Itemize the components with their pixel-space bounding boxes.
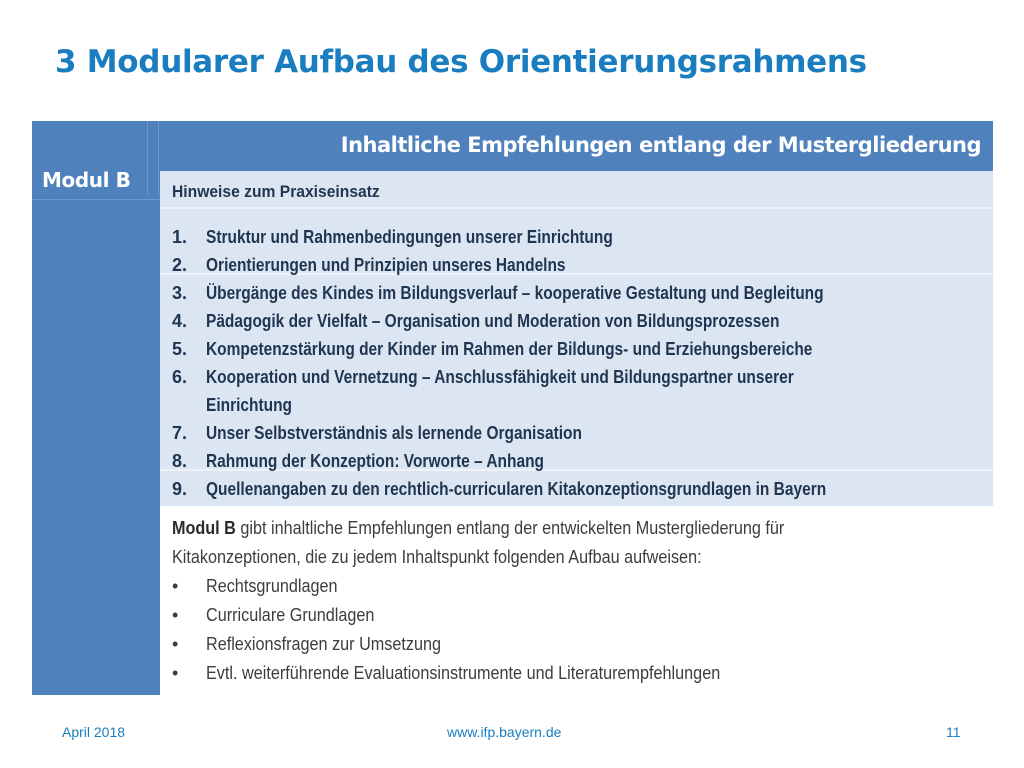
bullet-list <box>172 572 992 688</box>
page-number: 11 <box>946 724 961 740</box>
list-item <box>172 447 927 475</box>
item-text-continued: Einrichtung <box>206 395 292 415</box>
list-item <box>172 335 927 363</box>
item-text: Unser Selbstverständnis als lernende Organisation <box>206 423 582 443</box>
bullet-text: Reflexionsfragen zur Umsetzung <box>206 634 442 654</box>
list-item <box>172 419 927 447</box>
bullet-text: Evtl. weiterführende Evaluationsinstrumente und Literaturempfehlungen <box>206 663 721 683</box>
list-item <box>172 279 927 307</box>
list-item <box>172 307 927 335</box>
list-item <box>172 572 992 601</box>
item-number: 1. <box>172 227 188 247</box>
item-text: Übergänge des Kindes im Bildungsverlauf – kooperative Gestaltung und Begleitung <box>206 283 824 303</box>
slide-title: 3 Modularer Aufbau des Orientierungsrahmens <box>55 44 867 80</box>
item-text: Rahmung der Konzeption: Vorworte – Anhang <box>206 451 544 471</box>
footer-date: April 2018 <box>62 724 126 740</box>
item-number: 5. <box>172 339 188 359</box>
item-number: 2. <box>172 255 188 275</box>
bullet-icon: • <box>172 634 179 654</box>
bullet-text: Rechtsgrundlagen <box>206 576 338 596</box>
list-item <box>172 630 992 659</box>
item-text: Quellenangaben zu den rechtlich-curricularen Kitakonzeptionsgrundlagen in Bayern <box>206 479 827 499</box>
item-number: 4. <box>172 311 188 331</box>
item-number: 7. <box>172 423 188 443</box>
content-panel <box>160 171 993 506</box>
divider <box>158 121 159 196</box>
footer-url[interactable]: www.ifp.bayern.de <box>447 724 562 740</box>
bullet-icon: • <box>172 663 179 683</box>
list-item <box>172 475 927 503</box>
list-item <box>172 601 992 630</box>
item-number: 8. <box>172 451 188 471</box>
item-number: 9. <box>172 479 188 499</box>
bullet-text: Curriculare Grundlagen <box>206 605 375 625</box>
description-text: gibt inhaltliche Empfehlungen entlang der entwickelten Mustergliederung für <box>235 518 785 538</box>
divider <box>32 199 160 200</box>
module-column <box>32 121 160 695</box>
item-text: Kooperation und Vernetzung – Anschlussfähigkeit und Bildungspartner unserer <box>206 367 794 387</box>
divider <box>160 207 993 209</box>
outline-list <box>172 223 927 503</box>
description-bold: Modul B <box>172 518 236 538</box>
item-text: Kompetenzstärkung der Kinder im Rahmen der Bildungs- und Erziehungsbereiche <box>206 339 813 359</box>
list-item <box>172 363 927 419</box>
header-bar <box>160 121 993 171</box>
list-item <box>172 251 927 279</box>
item-number: 3. <box>172 283 188 303</box>
bullet-icon: • <box>172 576 179 596</box>
bullet-icon: • <box>172 605 179 625</box>
module-label: Modul B <box>42 168 131 192</box>
item-number: 6. <box>172 367 188 387</box>
item-text: Struktur und Rahmenbedingungen unserer Einrichtung <box>206 227 613 247</box>
header-text: Inhaltliche Empfehlungen entlang der Mustergliederung <box>340 133 981 157</box>
item-text: Orientierungen und Prinzipien unseres Handelns <box>206 255 566 275</box>
list-item <box>172 223 927 251</box>
divider <box>147 121 148 196</box>
item-text: Pädagogik der Vielfalt – Organisation und Moderation von Bildungsprozessen <box>206 311 780 331</box>
subheading: Hinweise zum Praxiseinsatz <box>172 182 380 201</box>
list-item <box>172 659 992 688</box>
description-block <box>172 514 992 688</box>
description-line-2: Kitakonzeptionen, die zu jedem Inhaltspunkt folgenden Aufbau aufweisen: <box>172 547 702 567</box>
description-line-1 <box>172 514 910 543</box>
